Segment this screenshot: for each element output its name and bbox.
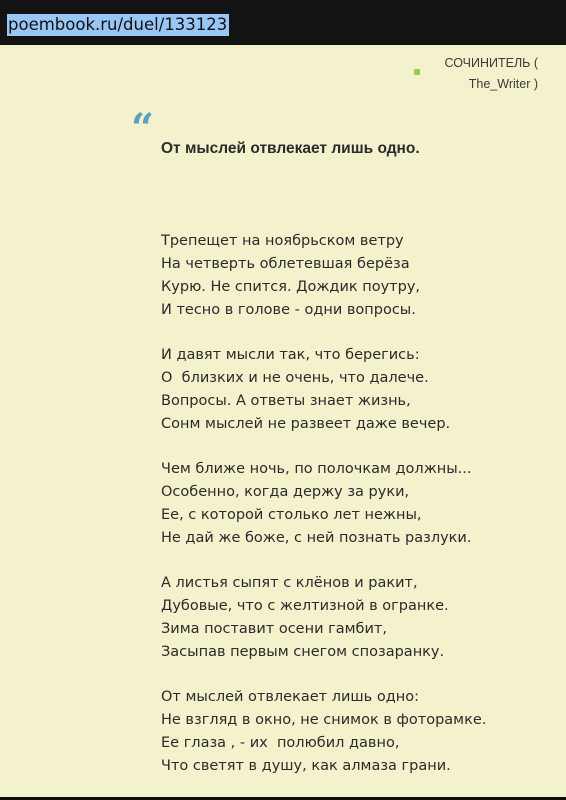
poem-line: Трепещет на ноябрьском ветру <box>161 233 404 249</box>
page-content <box>0 45 566 797</box>
poem-line: Дубовые, что с желтизной в огранке. <box>161 598 449 614</box>
poem-line: Засыпав первым снегом спозаранку. <box>161 644 445 660</box>
stanza <box>161 686 521 778</box>
poem-line: На четверть облетевшая берёза <box>161 256 410 272</box>
poem-line: Не взгляд в окно, не снимок в фоторамке. <box>161 712 487 728</box>
poem-line: Курю. Не спится. Дождик поутру, <box>161 279 421 295</box>
poem-line: И давят мысли так, что берегись: <box>161 347 420 363</box>
poem-line: Вопросы. А ответы знает жизнь, <box>161 393 411 409</box>
poem-line: Зима поставит осени гамбит, <box>161 621 387 637</box>
poem-line: И тесно в голове - одни вопросы. <box>161 302 416 318</box>
poem-line: Сонм мыслей не развеет даже вечер. <box>161 416 451 432</box>
stanza <box>161 344 521 436</box>
poem-line: Чем ближе ночь, по полочкам должны... <box>161 461 472 477</box>
poem-line: От мыслей отвлекает лишь одно: <box>161 689 419 705</box>
stanza <box>161 230 521 322</box>
poem-line: А листья сыпят с клёнов и ракит, <box>161 575 418 591</box>
poem-line: Не дай же боже, с ней познать разлуки. <box>161 530 472 546</box>
quote-icon: “ <box>131 105 155 152</box>
stanza <box>161 458 521 550</box>
poem-line: Особенно, когда держу за руки, <box>161 484 410 500</box>
poem-title: От мыслей отвлекает лишь одно. <box>161 140 420 157</box>
author-role: СОЧИНИТЕЛЬ ( <box>444 56 538 70</box>
author-block[interactable] <box>408 53 538 95</box>
poem-line: Ее, с которой столько лет нежны, <box>161 507 422 523</box>
poem-line: Что светят в душу, как алмаза грани. <box>161 758 451 774</box>
author-name-link[interactable]: The_Writer ) <box>468 77 538 91</box>
address-bar[interactable] <box>0 0 566 44</box>
stanza <box>161 572 521 664</box>
poem-line: О близких и не очень, что далече. <box>161 370 429 386</box>
poem-text <box>161 230 521 800</box>
poem-line: Ее глаза , - их полюбил давно, <box>161 735 400 751</box>
url-text[interactable]: poembook.ru/duel/133123 <box>8 15 228 34</box>
